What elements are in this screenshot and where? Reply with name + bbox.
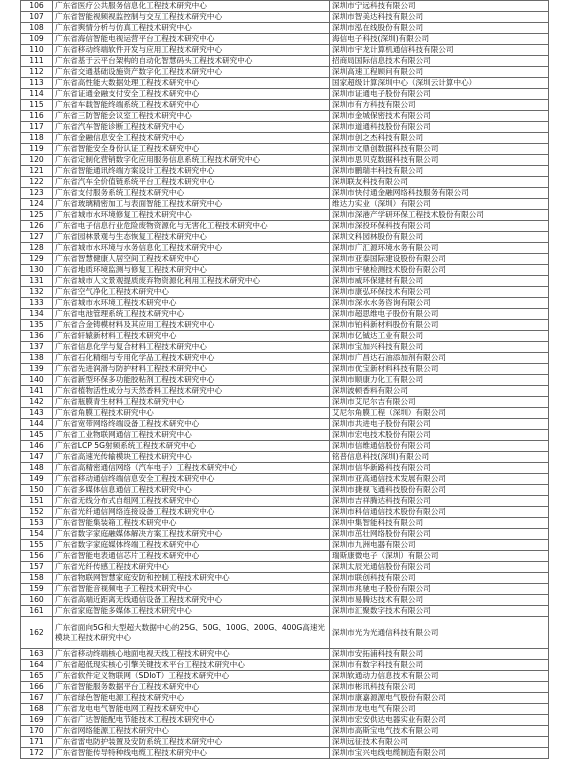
table-row — [21, 23, 549, 34]
row-number: 156 — [21, 551, 53, 562]
center-name: 广东省地质环境监测与修复工程技术研究中心 — [53, 265, 330, 276]
table-row — [21, 287, 549, 298]
table-row — [21, 704, 549, 715]
row-number: 134 — [21, 309, 53, 320]
center-name: 广东省三防智能会议室工程技术研究中心 — [53, 111, 330, 122]
unit-name: 艾尼尔角膜工程（深圳）有限公司 — [330, 408, 549, 419]
row-number: 161 — [21, 606, 53, 617]
table-row — [21, 452, 549, 463]
table-row — [21, 166, 549, 177]
table-row — [21, 726, 549, 737]
row-number: 154 — [21, 529, 53, 540]
unit-name: 深圳市鹏瑞丰科技有限公司 — [330, 166, 549, 177]
row-number: 118 — [21, 133, 53, 144]
table-row — [21, 45, 549, 56]
unit-name: 深圳市思贝克数据科技有限公司 — [330, 155, 549, 166]
center-name: 广东省家庭智能多媒体工程技术研究中心 — [53, 606, 330, 617]
row-number: 141 — [21, 386, 53, 397]
row-number: 151 — [21, 496, 53, 507]
row-number: 158 — [21, 573, 53, 584]
center-name: 广东省证通金融支付安全工程技术研究中心 — [53, 89, 330, 100]
unit-name: 瑞斯康微电子（深圳）有限公司 — [330, 551, 549, 562]
row-number: 131 — [21, 276, 53, 287]
unit-name: 深圳市深投环保科技有限公司 — [330, 221, 549, 232]
row-number: 129 — [21, 254, 53, 265]
center-name: 广东省城市人文景观提质废弃物资源化利用工程技术研究中心 — [53, 276, 330, 287]
unit-name: 深圳市高斯宝电气技术有限公司 — [330, 726, 549, 737]
table-row — [21, 199, 549, 210]
table-row — [21, 221, 549, 232]
table-row — [21, 649, 549, 660]
table-row — [21, 551, 549, 562]
unit-name: 深圳中集智能科技有限公司 — [330, 518, 549, 529]
row-number: 145 — [21, 430, 53, 441]
row-number: 137 — [21, 342, 53, 353]
table-row — [21, 375, 549, 386]
unit-name: 深圳市汇聚数字技术有限公司 — [330, 606, 549, 617]
row-number: 146 — [21, 441, 53, 452]
row-number: 160 — [21, 595, 53, 606]
table-row — [21, 155, 549, 166]
center-name: 广东省网络能源工程技术研究中心 — [53, 726, 330, 737]
unit-name: 深圳市茁壮网络股份有限公司 — [330, 529, 549, 540]
table-row — [21, 89, 549, 100]
center-name: 广东省合金铸模材料及其应用工程技术研究中心 — [53, 320, 330, 331]
table-row — [21, 67, 549, 78]
unit-name: 深圳市兆驰电子股份有限公司 — [330, 584, 549, 595]
center-name: 广东省车载智能终端系统工程技术研究中心 — [53, 100, 330, 111]
row-number: 168 — [21, 704, 53, 715]
unit-name: 深圳市康弘环保技术有限公司 — [330, 287, 549, 298]
table-row — [21, 364, 549, 375]
row-number: 162 — [21, 617, 53, 649]
table-row — [21, 748, 549, 759]
table-row — [21, 122, 549, 133]
center-name: 广东省舆情分析与仿真工程技术研究中心 — [53, 23, 330, 34]
unit-name: 深圳市光为光通信科技有限公司 — [330, 617, 549, 649]
unit-name: 深圳市文鼎创数据科技有限公司 — [330, 144, 549, 155]
row-number: 120 — [21, 155, 53, 166]
table-row — [21, 606, 549, 617]
row-number: 110 — [21, 45, 53, 56]
row-number: 150 — [21, 485, 53, 496]
table-row — [21, 617, 549, 649]
table-row — [21, 671, 549, 682]
table-row — [21, 529, 549, 540]
center-name: 广东省轩辕新材料工程技术研究中心 — [53, 331, 330, 342]
unit-name: 海信电子科技(深圳)有限公司 — [330, 34, 549, 45]
center-name: 广东省软件定义物联网（SDIoT）工程技术研究中心 — [53, 671, 330, 682]
row-number: 170 — [21, 726, 53, 737]
table-row — [21, 243, 549, 254]
unit-name: 深圳市广汇源环境水务有限公司 — [330, 243, 549, 254]
center-name: 广东省角膜工程技术研究中心 — [53, 408, 330, 419]
table-row — [21, 693, 549, 704]
unit-name: 深圳市优宝新材料科技有限公司 — [330, 364, 549, 375]
center-name: 广东省光纤通信网络连接设备工程技术研究中心 — [53, 507, 330, 518]
unit-name: 深圳市道通科技股份有限公司 — [330, 122, 549, 133]
table-row — [21, 485, 549, 496]
table-row — [21, 78, 549, 89]
table-row — [21, 56, 549, 67]
row-number: 128 — [21, 243, 53, 254]
unit-name: 深圳市吉祥腾达科技有限公司 — [330, 496, 549, 507]
table-row — [21, 210, 549, 221]
unit-name: 深圳市顺康力化工有限公司 — [330, 375, 549, 386]
table-row — [21, 408, 549, 419]
table-row — [21, 595, 549, 606]
unit-name: 深圳市证通电子股份有限公司 — [330, 89, 549, 100]
unit-name: 深圳市宏电技术股份有限公司 — [330, 430, 549, 441]
row-number: 119 — [21, 144, 53, 155]
center-name: 广东省智慧健康人居空间工程技术研究中心 — [53, 254, 330, 265]
center-name: 广东省智能音视频电子工程技术研究中心 — [53, 584, 330, 595]
table-row — [21, 682, 549, 693]
unit-name: 深圳市金城保密技术有限公司 — [330, 111, 549, 122]
research-center-table — [20, 0, 549, 759]
row-number: 159 — [21, 584, 53, 595]
center-name: 广东省汽车全价值链系统平台工程技术研究中心 — [53, 177, 330, 188]
row-number: 165 — [21, 671, 53, 682]
unit-name: 深圳市宝兴电线电缆制造有限公司 — [330, 748, 549, 759]
table-row — [21, 12, 549, 23]
table-row — [21, 133, 549, 144]
row-number: 169 — [21, 715, 53, 726]
table-row — [21, 144, 549, 155]
center-name: 广东省高速光传输模块工程技术研究中心 — [53, 452, 330, 463]
center-name: 广东省无线分布式自组网工程技术研究中心 — [53, 496, 330, 507]
unit-name: 深圳市深水水务咨询有限公司 — [330, 298, 549, 309]
table-row — [21, 463, 549, 474]
center-name: 广东省面向5G和大型超大数据中心的25G、50G、100G、200G、400G高速光模块工程技术研究中心 — [53, 617, 330, 649]
row-number: 163 — [21, 649, 53, 660]
unit-name: 深圳市科信通信技术股份有限公司 — [330, 507, 549, 518]
center-name: 广东省信息化学与复合材料工程技术研究中心 — [53, 342, 330, 353]
table-row — [21, 100, 549, 111]
row-number: 144 — [21, 419, 53, 430]
unit-name: 深圳市共进电子股份有限公司 — [330, 419, 549, 430]
table-row — [21, 309, 549, 320]
center-name: 广东省交通基础设施资产数字化工程技术研究中心 — [53, 67, 330, 78]
center-name: 广东省高精密通信网络（汽车电子）工程技术研究中心 — [53, 463, 330, 474]
table-row — [21, 474, 549, 485]
center-name: 广东省智能电表通信芯片工程技术研究中心 — [53, 551, 330, 562]
row-number: 123 — [21, 188, 53, 199]
center-name: 广东省龙电电气智能电网工程技术研究中心 — [53, 704, 330, 715]
unit-name: 深圳市超思维电子股份有限公司 — [330, 309, 549, 320]
center-name: 广东省工业物联网通信工程技术研究中心 — [53, 430, 330, 441]
row-number: 149 — [21, 474, 53, 485]
row-number: 132 — [21, 287, 53, 298]
unit-name: 深圳市宇龙计算机通信科技有限公司 — [330, 45, 549, 56]
table-body — [21, 1, 549, 759]
center-name: 广东省城市水环境修复工程技术研究中心 — [53, 210, 330, 221]
unit-name: 深圳波顿香料有限公司 — [330, 386, 549, 397]
center-name: 广东省汽车智能诊断工程技术研究中心 — [53, 122, 330, 133]
row-number: 125 — [21, 210, 53, 221]
row-number: 148 — [21, 463, 53, 474]
unit-name: 深圳市智美达科技有限公司 — [330, 12, 549, 23]
row-number: 147 — [21, 452, 53, 463]
center-name: 广东省绿色智能电源工程技术研究中心 — [53, 693, 330, 704]
center-name: 广东省植物活性成分与天然香料工程技术研究中心 — [53, 386, 330, 397]
unit-name: 深圳市宏安供达电器实业有限公司 — [330, 715, 549, 726]
row-number: 157 — [21, 562, 53, 573]
center-name: 广东省LCP 5G射频系统工程技术研究中心 — [53, 441, 330, 452]
center-name: 广东省移动终端软件开发与应用工程技术研究中心 — [53, 45, 330, 56]
table-row — [21, 353, 549, 364]
unit-name: 深圳市信维通信股份有限公司 — [330, 441, 549, 452]
row-number: 106 — [21, 1, 53, 12]
center-name: 广东省城市水环境与水务信息化工程技术研究中心 — [53, 243, 330, 254]
unit-name: 维达力实业（深圳）有限公司 — [330, 199, 549, 210]
center-name: 广东省定制化营销数字化应用服务信息系统工程技术研究中心 — [53, 155, 330, 166]
center-name: 广东省雷电防护装置及安防系统工程技术研究中心 — [53, 737, 330, 748]
center-name: 广东省超低现实核心引擎关键技术平台工程技术研究中心 — [53, 660, 330, 671]
unit-name: 深圳市联创科技有限公司 — [330, 573, 549, 584]
table-row — [21, 331, 549, 342]
unit-name: 深圳市康嘉源源电气股份有限公司 — [330, 693, 549, 704]
row-number: 135 — [21, 320, 53, 331]
table-row — [21, 397, 549, 408]
row-number: 166 — [21, 682, 53, 693]
center-name: 广东省移动终端核心地面电视天线工程技术研究中心 — [53, 649, 330, 660]
unit-name: 深圳市宝加兴科技有限公司 — [330, 342, 549, 353]
center-name: 广东省移动通信终端信息安全工程技术研究中心 — [53, 474, 330, 485]
unit-name: 深圳市泓在线股份有限公司 — [330, 23, 549, 34]
center-name: 广东省基于云平台架构的自动化智慧码头工程技术研究中心 — [53, 56, 330, 67]
row-number: 107 — [21, 12, 53, 23]
table-row — [21, 540, 549, 551]
unit-name: 深圳市广昌达石油添加剂有限公司 — [330, 353, 549, 364]
row-number: 112 — [21, 67, 53, 78]
center-name: 广东省城市水环境工程技术研究中心 — [53, 298, 330, 309]
center-name: 广东省玻璃精密加工与表面智能工程技术研究中心 — [53, 199, 330, 210]
table-row — [21, 34, 549, 45]
row-number: 136 — [21, 331, 53, 342]
center-name: 广东省高端近距离无线通信设备工程技术研究中心 — [53, 595, 330, 606]
unit-name: 深圳市宁远科技有限公司 — [330, 1, 549, 12]
center-name: 广东省数字家庭融媒体解决方案工程技术研究中心 — [53, 529, 330, 540]
unit-name: 招商局国际信息技术有限公司 — [330, 56, 549, 67]
center-name: 广东省智能通讯终端方案设计工程技术研究中心 — [53, 166, 330, 177]
unit-name: 深圳市威环保建材有限公司 — [330, 276, 549, 287]
table-row — [21, 660, 549, 671]
table-row — [21, 232, 549, 243]
center-name: 广东省智能视频视监控制与交互工程技术研究中心 — [53, 12, 330, 23]
unit-name: 深圳市九洲电器有限公司 — [330, 540, 549, 551]
row-number: 121 — [21, 166, 53, 177]
center-name: 广东省石化精细与专用化学品工程技术研究中心 — [53, 353, 330, 364]
table-row — [21, 496, 549, 507]
table-row — [21, 1, 549, 12]
row-number: 127 — [21, 232, 53, 243]
unit-name: 深圳市艾尼尔吉有限公司 — [330, 397, 549, 408]
table-row — [21, 276, 549, 287]
row-number: 133 — [21, 298, 53, 309]
table-row — [21, 715, 549, 726]
row-number: 115 — [21, 100, 53, 111]
unit-name: 深圳太辰光通信股份有限公司 — [330, 562, 549, 573]
center-name: 广东省海信智能电视运营平台工程技术研究中心 — [53, 34, 330, 45]
row-number: 113 — [21, 78, 53, 89]
unit-name: 深圳市宇驰检测技术股份有限公司 — [330, 265, 549, 276]
row-number: 139 — [21, 364, 53, 375]
unit-name: 铭普信息科技(深圳)有限公司 — [330, 452, 549, 463]
unit-name: 深圳市快付通金融网络科技服务有限公司 — [330, 188, 549, 199]
unit-name: 深圳市有方科技有限公司 — [330, 100, 549, 111]
center-name: 广东省空气净化工程技术研究中心 — [53, 287, 330, 298]
center-name: 广东省智能服务数据平台工程技术研究中心 — [53, 682, 330, 693]
row-number: 155 — [21, 540, 53, 551]
center-name: 广东省瓶膜青生材料工程技术研究中心 — [53, 397, 330, 408]
unit-name: 深圳市亿铖达工业有限公司 — [330, 331, 549, 342]
unit-name: 深圳市有数字科技有限公司 — [330, 660, 549, 671]
unit-name: 深圳市信华新路科技有限公司 — [330, 463, 549, 474]
table-row — [21, 188, 549, 199]
row-number: 126 — [21, 221, 53, 232]
unit-name: 深圳市安拓浦科技有限公司 — [330, 649, 549, 660]
table-row — [21, 386, 549, 397]
unit-name: 深圳高速工程顾问有限公司 — [330, 67, 549, 78]
unit-name: 深圳市深港产学研环保工程技术股份有限公司 — [330, 210, 549, 221]
center-name: 广东省高性能大数据处理工程技术研究中心 — [53, 78, 330, 89]
table-row — [21, 562, 549, 573]
row-number: 171 — [21, 737, 53, 748]
row-number: 172 — [21, 748, 53, 759]
row-number: 130 — [21, 265, 53, 276]
center-name: 广东省数字家庭媒体终端工程技术研究中心 — [53, 540, 330, 551]
center-name: 广东省园林景观与生态恢复工程技术研究中心 — [53, 232, 330, 243]
table-row — [21, 518, 549, 529]
center-name: 广东省宽带网络终端设备工程技术研究中心 — [53, 419, 330, 430]
table-row — [21, 430, 549, 441]
unit-name: 深圳市亚泰国际建设股份有限公司 — [330, 254, 549, 265]
unit-name: 深圳市亚高通信技术发展有限公司 — [330, 474, 549, 485]
row-number: 153 — [21, 518, 53, 529]
table-row — [21, 111, 549, 122]
table-row — [21, 737, 549, 748]
row-number: 152 — [21, 507, 53, 518]
unit-name: 深圳市彬讯科技有限公司 — [330, 682, 549, 693]
unit-name: 国家超级计算深圳中心（深圳云计算中心） — [330, 78, 549, 89]
row-number: 109 — [21, 34, 53, 45]
unit-name: 深圳联友科技有限公司 — [330, 177, 549, 188]
table-row — [21, 419, 549, 430]
center-name: 广东省智能安全身份认证工程技术研究中心 — [53, 144, 330, 155]
center-name: 广东省支付服务系统工程技术研究中心 — [53, 188, 330, 199]
row-number: 138 — [21, 353, 53, 364]
center-name: 广东省广达智能配电节能技术工程技术研究中心 — [53, 715, 330, 726]
center-name: 广东省多媒体信息通信工程技术研究中心 — [53, 485, 330, 496]
center-name: 广东省新型环保多功能胶粘剂工程技术研究中心 — [53, 375, 330, 386]
table-row — [21, 265, 549, 276]
center-name: 广东省物联网智慧家庭安防和控制工程技术研究中心 — [53, 573, 330, 584]
center-name: 广东省电池管理系统工程技术研究中心 — [53, 309, 330, 320]
row-number: 108 — [21, 23, 53, 34]
row-number: 143 — [21, 408, 53, 419]
unit-name: 深圳市铂科新材料股份有限公司 — [330, 320, 549, 331]
unit-name: 深圳市龙电电气有限公司 — [330, 704, 549, 715]
center-name: 广东省智能传导特种线电缆工程技术研究中心 — [53, 748, 330, 759]
center-name: 广东省智能集装箱工程技术研究中心 — [53, 518, 330, 529]
table-row — [21, 441, 549, 452]
row-number: 122 — [21, 177, 53, 188]
unit-name: 深圳市创之杰科技有限公司 — [330, 133, 549, 144]
table-row — [21, 254, 549, 265]
unit-name: 深圳文科园林股份有限公司 — [330, 232, 549, 243]
center-name: 广东省光纤传感工程技术研究中心 — [53, 562, 330, 573]
center-name: 广东省电子信息行业危险废物资源化与无害化工程技术研究中心 — [53, 221, 330, 232]
unit-name: 深圳市易腾达技术有限公司 — [330, 595, 549, 606]
center-name: 广东省金融信息安全工程技术研究中心 — [53, 133, 330, 144]
row-number: 116 — [21, 111, 53, 122]
row-number: 167 — [21, 693, 53, 704]
row-number: 117 — [21, 122, 53, 133]
row-number: 111 — [21, 56, 53, 67]
center-name: 广东省医疗公共服务信息化工程技术研究中心 — [53, 1, 330, 12]
table-row — [21, 342, 549, 353]
row-number: 142 — [21, 397, 53, 408]
table-row — [21, 320, 549, 331]
table-row — [21, 573, 549, 584]
unit-name: 深圳软通动力信息技术有限公司 — [330, 671, 549, 682]
table-row — [21, 507, 549, 518]
table-row — [21, 177, 549, 188]
row-number: 114 — [21, 89, 53, 100]
table-row — [21, 298, 549, 309]
table-row — [21, 584, 549, 595]
row-number: 140 — [21, 375, 53, 386]
unit-name: 深圳远征技术有限公司 — [330, 737, 549, 748]
unit-name: 深圳市捷视飞通科技股份有限公司 — [330, 485, 549, 496]
center-name: 广东省先进润滑与防护材料工程技术研究中心 — [53, 364, 330, 375]
row-number: 124 — [21, 199, 53, 210]
row-number: 164 — [21, 660, 53, 671]
